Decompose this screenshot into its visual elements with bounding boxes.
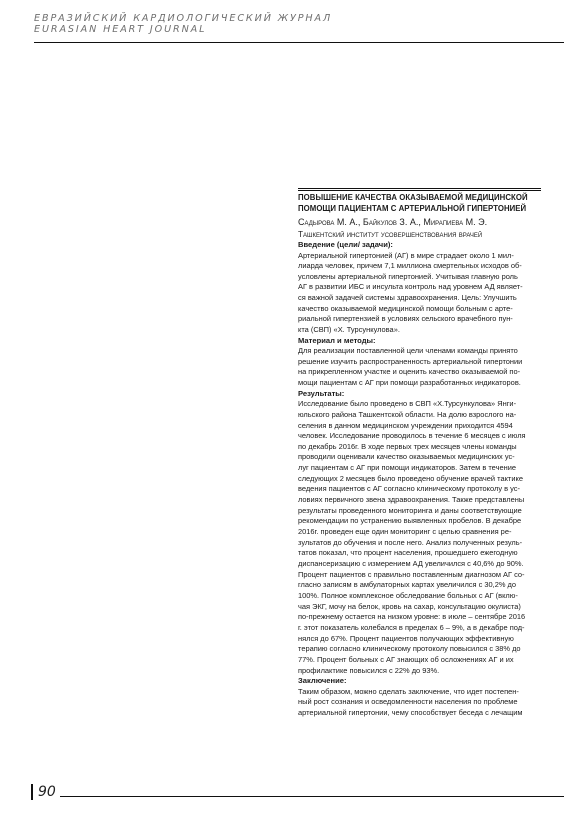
text-line: селения в данном медицинском учреждении приходится 4594: [298, 420, 513, 430]
text-line: луг пациентам с АГ при помощи индикаторов. Затем в течение: [298, 463, 516, 473]
text-line: нялся до 67%. Процент пациентов получающих эффективную: [298, 633, 514, 643]
page-number-bar: [31, 784, 33, 800]
journal-header: [34, 13, 332, 35]
article-institution: Ташкентский институт усовершенствования врачей: [298, 230, 483, 240]
text-line: терапию согласно клиническому протоколу повысился с 38% до: [298, 644, 521, 654]
text-line: гласно записям в амбулаторных картах увеличился с 30,2% до: [298, 580, 517, 590]
journal-title-en: EURASIAN HEART JOURNAL: [34, 24, 207, 35]
text-line: 2016г. проведен еще один мониторинг с целью сравнения ре-: [298, 527, 512, 537]
text-line: на прикрепленном участке и оценить качество оказываемой по-: [298, 367, 521, 377]
text-line: Для реализации поставленной цели членами команды принято: [298, 346, 518, 356]
text-line: по-прежнему остается на низком уровне: в июле – сентябре 2016: [298, 612, 526, 622]
text-line: АГ в развитии ИБС и инсульта контроль над уровнем АД являет-: [298, 282, 523, 292]
text-line: риальной гипертензией в условиях сельского врачебного пун-: [298, 314, 513, 324]
text-line: человек. Исследование проводилось в течение 6 месяцев с июля: [298, 431, 526, 441]
article-body: [298, 240, 541, 719]
section-heading: Введение (цели/ задачи):: [298, 240, 393, 250]
section-heading: Результаты:: [298, 388, 345, 398]
header-rule: [34, 42, 564, 43]
text-line: решение изучить распространенность артериальной гипертонии: [298, 356, 523, 366]
text-line: рекомендации по устранению выявленных пробелов. В декабре: [298, 516, 522, 526]
text-line: Процент пациентов с правильно поставленным диагнозом АГ со-: [298, 569, 525, 579]
text-line: ловиях первичного звена здравоохранения. Также представлены: [298, 495, 525, 505]
text-line: Артериальной гипертонией (АГ) в мире страдает около 1 мил-: [298, 250, 514, 260]
section-paragraph: [298, 399, 541, 676]
text-line: ный рост сознания и осведомленности населения по проблеме: [298, 697, 518, 707]
title-rule-bottom: [298, 190, 541, 191]
text-line: юльского района Ташкентской области. На долю взрослого на-: [298, 409, 517, 419]
text-line: Таким образом, можно сделать заключение, что идет постепен-: [298, 686, 519, 696]
section-heading: Заключение:: [298, 676, 347, 686]
text-line: мощи пациентам с АГ при помощи разработанных индикаторов.: [298, 378, 521, 388]
text-line: проводили оценивали качество оказываемых медицинских ус-: [298, 452, 515, 462]
title-rule-top: [298, 188, 541, 189]
text-line: чая ЭКГ, мочу на белок, кровь на сахар, консультацию окулиста): [298, 601, 521, 611]
text-line: 77%. Процент больных с АГ знающих об осложнениях АГ и их: [298, 654, 514, 664]
article-title-line: ПОВЫШЕНИЕ КАЧЕСТВА ОКАЗЫВАЕМОЙ МЕДИЦИНСКОЙ: [298, 193, 528, 203]
text-line: лиарда человек, причем 7,1 миллиона смертельных исходов об-: [298, 261, 522, 271]
text-line: качество оказываемой медицинской помощи больным с арте-: [298, 303, 513, 313]
text-line: г. этот показатель колебался в пределах 6 – 9%, а в декабре под-: [298, 622, 525, 632]
footer-rule: [60, 796, 564, 797]
text-line: артериальной гипертонии, чему способствует беседа с лечащим: [298, 707, 523, 717]
text-line: ся важной задачей системы здравоохранения. Цель: Улучшить: [298, 293, 517, 303]
text-line: диспансеризацию с измерением АД увеличился с 40,6% до 90%.: [298, 559, 524, 569]
section-paragraph: [298, 251, 541, 336]
journal-title-ru: ЕВРАЗИЙСКИЙ КАРДИОЛОГИЧЕСКИЙ ЖУРНАЛ: [34, 13, 333, 24]
article-title: [298, 193, 541, 214]
text-line: татов показал, что процент населения, прошедшего ежегодную: [298, 548, 518, 558]
page-number: 90: [38, 784, 56, 800]
article-title-line: ПОМОЩИ ПАЦИЕНТАМ С АРТЕРИАЛЬНОЙ ГИПЕРТОНИЕЙ: [298, 203, 527, 213]
section-paragraph: [298, 346, 541, 389]
text-line: ведения пациентов с АГ согласно клиническому протоколу в ус-: [298, 484, 520, 494]
text-line: Исследование было проведено в СВП «Х.Турсункулова» Янги-: [298, 399, 517, 409]
text-line: профилактике повысился с 22% до 93%.: [298, 665, 440, 675]
section-heading: Материал и методы:: [298, 335, 376, 345]
text-line: условлены артериальной гипертонией. Учитывая главную роль: [298, 271, 518, 281]
text-line: следующих 2 месяцев было проведено обучение врачей тактике: [298, 473, 523, 483]
text-line: 100%. Полное комплексное обследование больных с АГ (вклю-: [298, 591, 518, 601]
text-line: зультатов до обучения и после него. Анализ полученных резуль-: [298, 537, 523, 547]
article-authors: Садырова М. А., Байкулов З. А., Мирапиева М. Э.: [298, 217, 488, 228]
article: [298, 188, 541, 719]
text-line: кта (СВП) «Х. Турсункулова».: [298, 325, 400, 335]
section-paragraph: [298, 687, 541, 719]
text-line: по декабрь 2016г. В ходе первых трех месяцев члены команды: [298, 441, 517, 451]
text-line: результаты проведенного мониторинга и даны соответствующие: [298, 505, 522, 515]
